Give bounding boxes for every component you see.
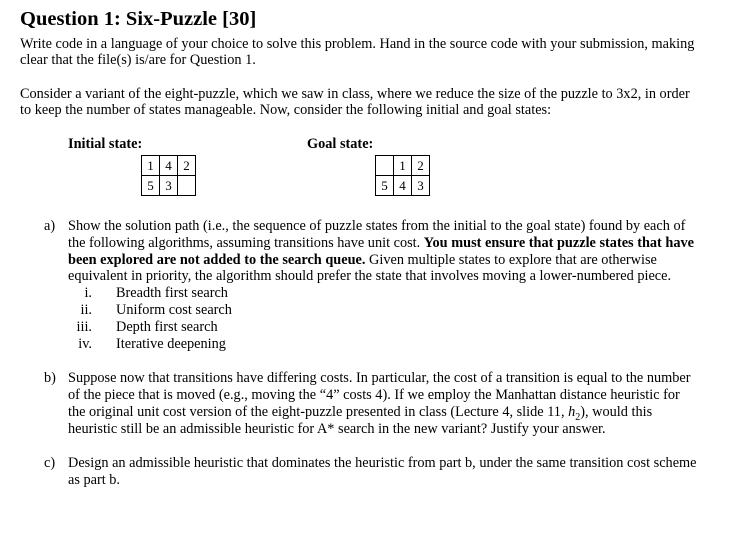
part-c-line-2: as part b. <box>68 472 121 488</box>
part-a-line-2-bold: You must ensure that puzzle states that have <box>423 235 694 251</box>
initial-cell: 1 <box>142 156 160 176</box>
initial-cell: 3 <box>160 176 178 196</box>
initial-cell <box>178 176 196 196</box>
goal-cell <box>376 156 394 176</box>
intro-line-2: clear that the file(s) is/are for Question 1. <box>20 52 256 68</box>
heuristic-subscript: 2 <box>575 411 581 423</box>
heuristic-symbol: h <box>568 404 576 420</box>
part-c-marker: c) <box>44 455 56 471</box>
consider-line-1: Consider a variant of the eight-puzzle, which we saw in class, where we reduce the size of the puzzle to 3x2, in order <box>20 86 690 102</box>
algo-item-text: Uniform cost search <box>116 302 232 318</box>
algo-item-text: Iterative deepening <box>116 336 226 352</box>
initial-state-grid <box>141 155 196 196</box>
goal-cell: 5 <box>376 176 394 196</box>
algo-item-number: iv. <box>78 336 92 352</box>
part-a-line-1: Show the solution path (i.e., the sequence of puzzle states from the initial to the goal state) found by each of <box>68 218 686 234</box>
intro-line-1: Write code in a language of your choice to solve this problem. Hand in the source code with your submission, making <box>20 36 695 52</box>
part-a-line-3-bold: been explored are not added to the search queue. <box>68 252 366 268</box>
part-c-line-1: Design an admissible heuristic that dominates the heuristic from part b, under the same transition cost scheme <box>68 455 697 471</box>
part-a-line-2-text: the following algorithms, assuming transitions have unit cost. <box>68 235 424 251</box>
initial-cell: 2 <box>178 156 196 176</box>
part-b-line-3-post: ), would this <box>580 404 653 420</box>
goal-state-label: Goal state: <box>307 136 374 152</box>
algo-item-number: ii. <box>80 302 92 318</box>
part-a-line-3-text: Given multiple states to explore that are otherwise <box>365 252 657 268</box>
part-a-line-3 <box>68 252 657 269</box>
initial-cell: 5 <box>142 176 160 196</box>
question-title: Question 1: Six-Puzzle [30] <box>20 8 257 30</box>
consider-line-2: to keep the number of states manageable. Now, consider the following initial and goal states: <box>20 102 552 118</box>
initial-state-label: Initial state: <box>68 136 143 152</box>
algo-item-number: i. <box>84 285 92 301</box>
goal-cell: 1 <box>394 156 412 176</box>
algo-item-number: iii. <box>76 319 92 335</box>
goal-state-grid <box>375 155 430 196</box>
part-b-line-3-pre: the original unit cost version of the eight-puzzle presented in class (Lecture 4, slide 11, <box>68 404 569 420</box>
goal-cell: 2 <box>412 156 430 176</box>
part-a-line-2 <box>68 235 694 252</box>
algo-item-text: Depth first search <box>116 319 218 335</box>
initial-cell: 4 <box>160 156 178 176</box>
algo-item-text: Breadth first search <box>116 285 228 301</box>
part-b-line-2: of the piece that is moved (e.g., moving the “4” costs 4). If we employ the Manhattan distance heuristic for <box>68 387 680 403</box>
part-b-line-1: Suppose now that transitions have differing costs. In particular, the cost of a transition is equal to the number <box>68 370 691 386</box>
part-a-marker: a) <box>44 218 56 234</box>
part-b-marker: b) <box>44 370 56 386</box>
goal-cell: 4 <box>394 176 412 196</box>
part-a-line-4: equivalent in priority, the algorithm should prefer the state that involves moving a lower-numbered piece. <box>68 268 672 284</box>
part-b-line-4: heuristic still be an admissible heuristic for A* search in the new variant? Justify your answer. <box>68 421 606 437</box>
goal-cell: 3 <box>412 176 430 196</box>
